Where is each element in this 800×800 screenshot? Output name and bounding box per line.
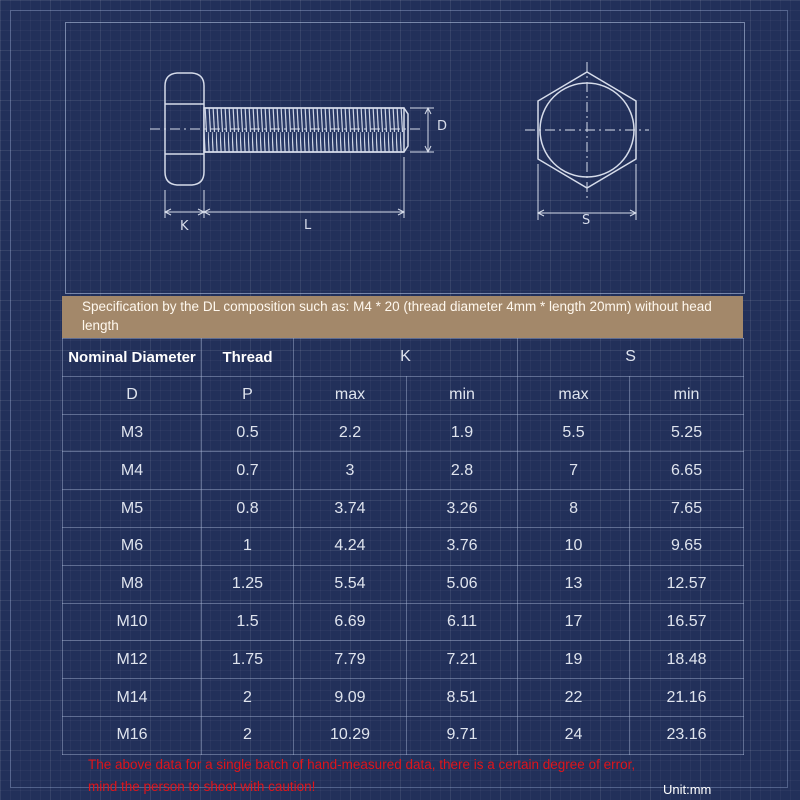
table-row bbox=[63, 716, 744, 754]
table-row bbox=[63, 527, 744, 565]
cell-p: 1.5 bbox=[202, 603, 294, 641]
cell-s-max: 7 bbox=[518, 452, 630, 490]
cell-p: 1 bbox=[202, 527, 294, 565]
cell-d: M14 bbox=[63, 679, 202, 717]
cell-d: M3 bbox=[63, 414, 202, 452]
table-row bbox=[63, 641, 744, 679]
cell-k-min: 5.06 bbox=[407, 565, 518, 603]
dimension-label-k: K bbox=[180, 219, 189, 234]
cell-k-max: 6.69 bbox=[294, 603, 407, 641]
cell-s-min: 6.65 bbox=[630, 452, 744, 490]
cell-k-max: 4.24 bbox=[294, 527, 407, 565]
cell-s-min: 21.16 bbox=[630, 679, 744, 717]
cell-d: M16 bbox=[63, 716, 202, 754]
header-k-min: min bbox=[407, 376, 518, 414]
cell-d: M8 bbox=[63, 565, 202, 603]
cell-d: M4 bbox=[63, 452, 202, 490]
cell-k-max: 9.09 bbox=[294, 679, 407, 717]
header-k: K bbox=[294, 339, 518, 377]
cell-k-max: 3.74 bbox=[294, 490, 407, 528]
cell-k-min: 2.8 bbox=[407, 452, 518, 490]
cell-p: 1.25 bbox=[202, 565, 294, 603]
header-nominal-diameter: Nominal Diameter bbox=[63, 339, 202, 377]
dimension-label-d: D bbox=[437, 119, 448, 134]
cell-k-min: 8.51 bbox=[407, 679, 518, 717]
cell-s-max: 22 bbox=[518, 679, 630, 717]
cell-k-min: 6.11 bbox=[407, 603, 518, 641]
header-thread: Thread bbox=[202, 339, 294, 377]
header-k-max: max bbox=[294, 376, 407, 414]
cell-p: 0.8 bbox=[202, 490, 294, 528]
cell-k-max: 2.2 bbox=[294, 414, 407, 452]
cell-d: M10 bbox=[63, 603, 202, 641]
specification-table bbox=[62, 338, 744, 755]
header-s-max: max bbox=[518, 376, 630, 414]
table-row bbox=[63, 603, 744, 641]
bolt-head-top-view bbox=[525, 62, 649, 220]
cell-s-min: 18.48 bbox=[630, 641, 744, 679]
table-row bbox=[63, 452, 744, 490]
cell-d: M12 bbox=[63, 641, 202, 679]
cell-s-min: 9.65 bbox=[630, 527, 744, 565]
cell-s-max: 24 bbox=[518, 716, 630, 754]
header-s-min: min bbox=[630, 376, 744, 414]
cell-k-max: 5.54 bbox=[294, 565, 407, 603]
table-row bbox=[63, 490, 744, 528]
table-row bbox=[63, 679, 744, 717]
table-row bbox=[63, 565, 744, 603]
cell-k-min: 3.76 bbox=[407, 527, 518, 565]
cell-d: M5 bbox=[63, 490, 202, 528]
cell-p: 0.7 bbox=[202, 452, 294, 490]
cell-k-min: 1.9 bbox=[407, 414, 518, 452]
cell-k-min: 7.21 bbox=[407, 641, 518, 679]
cell-s-max: 5.5 bbox=[518, 414, 630, 452]
specification-note-text: Specification by the DL composition such as: M4 * 20 (thread diameter 4mm * length 20mm) without head length bbox=[82, 299, 712, 333]
cell-s-min: 16.57 bbox=[630, 603, 744, 641]
cell-p: 0.5 bbox=[202, 414, 294, 452]
cell-k-min: 3.26 bbox=[407, 490, 518, 528]
warning-line-2: mind the person to shoot with caution! bbox=[88, 779, 316, 794]
measurement-warning bbox=[88, 754, 728, 798]
cell-s-max: 8 bbox=[518, 490, 630, 528]
bolt-technical-drawing bbox=[0, 0, 800, 300]
header-p: P bbox=[202, 376, 294, 414]
cell-s-min: 5.25 bbox=[630, 414, 744, 452]
cell-k-max: 3 bbox=[294, 452, 407, 490]
cell-d: M6 bbox=[63, 527, 202, 565]
cell-k-min: 9.71 bbox=[407, 716, 518, 754]
table-header-row-2 bbox=[63, 376, 744, 414]
cell-p: 1.75 bbox=[202, 641, 294, 679]
cell-k-max: 10.29 bbox=[294, 716, 407, 754]
specification-note-bar bbox=[62, 296, 743, 338]
cell-s-max: 19 bbox=[518, 641, 630, 679]
cell-s-max: 13 bbox=[518, 565, 630, 603]
cell-k-max: 7.79 bbox=[294, 641, 407, 679]
cell-p: 2 bbox=[202, 679, 294, 717]
unit-label: Unit:mm bbox=[663, 782, 712, 797]
cell-s-min: 7.65 bbox=[630, 490, 744, 528]
cell-p: 2 bbox=[202, 716, 294, 754]
table-row bbox=[63, 414, 744, 452]
header-s: S bbox=[518, 339, 744, 377]
cell-s-min: 12.57 bbox=[630, 565, 744, 603]
dimension-label-l: L bbox=[304, 218, 312, 233]
cell-s-max: 17 bbox=[518, 603, 630, 641]
cell-s-min: 23.16 bbox=[630, 716, 744, 754]
table-header-row-1 bbox=[63, 339, 744, 377]
warning-line-1: The above data for a single batch of hand-measured data, there is a certain degree of error, bbox=[88, 757, 636, 772]
header-d: D bbox=[63, 376, 202, 414]
bolt-side-view bbox=[150, 73, 434, 218]
cell-s-max: 10 bbox=[518, 527, 630, 565]
dimension-label-s: S bbox=[582, 213, 591, 228]
